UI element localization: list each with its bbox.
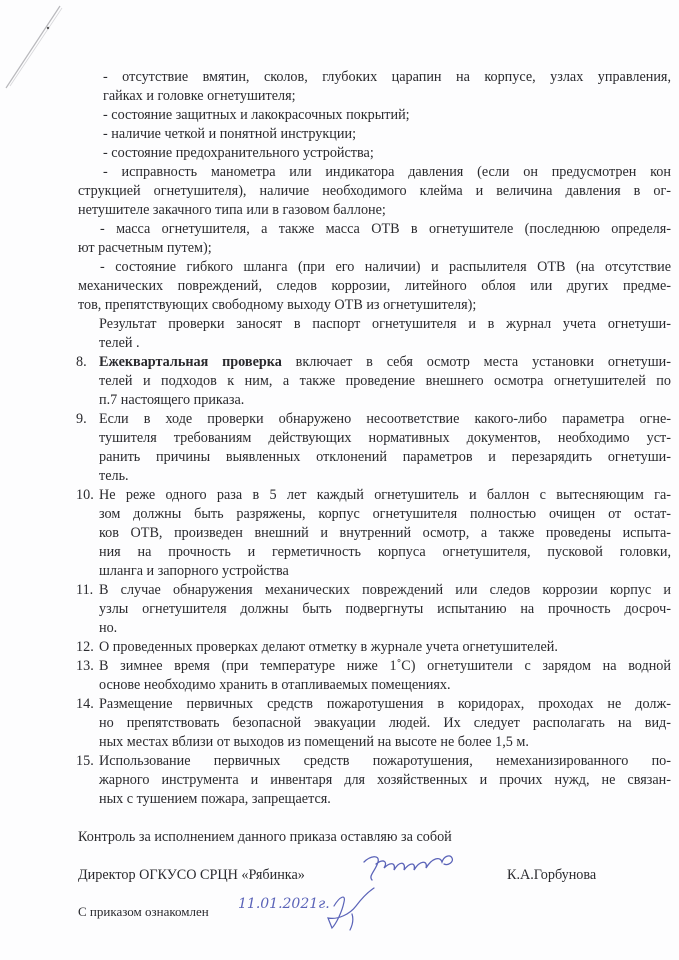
item-10-line-1: Не реже одного раза в 5 лет каждый огнетушитель и баллон с вытесняющим га-: [99, 487, 671, 503]
item-10-line-5: шланга и запорного устройства: [99, 563, 289, 579]
item-10-number: 10.: [76, 487, 94, 503]
bullet-mass-line-1: - масса огнетушителя, а также масса ОТВ в огнетушителе (последнюю определя-: [100, 221, 671, 237]
item-11-line-1: В случае обнаружения механических повреждений или следов коррозии корпус и: [99, 582, 671, 598]
bullet-coatings: - состояние защитных и лакокрасочных покрытий;: [103, 107, 410, 123]
item-14-line-2: но препятствовать безопасной эвакуации людей. Их следует располагать на вид-: [99, 715, 671, 731]
item-8-line-1-text: включает в себя осмотр места установки огнетуши-: [281, 354, 671, 370]
item-11-line-3: но.: [99, 620, 118, 636]
item-8-line-3: п.7 настоящего приказа.: [99, 392, 245, 408]
bullet-dents-line-1: - отсутствие вмятин, сколов, глубоких царапин на корпусе, узлах управления,: [103, 69, 671, 85]
item-9-line-3: ранить причины выявленных отклонений параметров и перезарядить огнетуши-: [99, 449, 671, 465]
item-10-line-2: зом должны быть разряжены, корпус огнетушителя полностью очищен от остат-: [99, 506, 671, 522]
handwritten-date: 11.01.2021г.: [238, 896, 330, 912]
bullet-hose-line-2: механических повреждений, следов коррозии, литейного облоя или других предме-: [78, 278, 671, 294]
item-10-line-3: ков ОТВ, произведен внешний и внутренний осмотр, а также проведены испыта-: [99, 525, 671, 541]
result-note-line-1: Результат проверки заносят в паспорт огнетушителя и в журнал учета огнетуши-: [99, 316, 671, 332]
bullet-mass-line-2: ют расчетным путем);: [78, 240, 212, 256]
bullet-hose-line-3: тов, препятствующих свободному выходу ОТВ из огнетушителя);: [78, 297, 477, 313]
item-9-line-4: тель.: [99, 468, 129, 484]
director-signature: [358, 848, 468, 886]
item-15-number: 15.: [76, 753, 94, 769]
item-14-number: 14.: [76, 696, 94, 712]
bullet-manometer-line-2: струкцией огнетушителя), наличие необходимого клейма и величина давления в ог-: [78, 183, 671, 199]
bullet-safety-device: - состояние предохранительного устройства;: [103, 145, 374, 161]
item-12-number: 12.: [76, 639, 94, 655]
result-note-line-2: телей .: [99, 335, 140, 351]
bullet-manometer-line-3: нетушителе закачного типа или в газовом баллоне;: [78, 202, 386, 218]
bullet-instruction: - наличие четкой и понятной инструкции;: [103, 126, 357, 142]
item-15-line-1: Использование первичных средств пожаротушения, немеханизированного по-: [99, 753, 671, 769]
item-14-line-1: Размещение первичных средств пожаротушения в коридорах, проходах не долж-: [99, 696, 671, 712]
item-15-line-3: ных с тушением пожара, запрещается.: [99, 791, 331, 807]
item-8-line-2: телей и подходов к ним, а также проведение внешнего осмотра огнетушителей по: [99, 373, 671, 389]
acknowledgement-date-and-signature: [234, 884, 384, 932]
item-8-number: 8.: [76, 354, 87, 370]
item-13-line-2: основе необходимо хранить в отапливаемых помещениях.: [99, 677, 451, 693]
item-11-number: 11.: [76, 582, 94, 598]
scan-edge-mark: [0, 0, 70, 90]
control-statement: Контроль за исполнением данного приказа оставляю за собой: [78, 829, 452, 845]
bullet-dents-line-2: гайках и головке огнетушителя;: [103, 88, 296, 104]
acknowledgement-label: С приказом ознакомлен: [78, 904, 209, 919]
bullet-hose-line-1: - состояние гибкого шланга (при его наличии) и распылителя ОТВ (на отсутствие: [100, 259, 671, 275]
item-13-number: 13.: [76, 658, 94, 674]
item-9-line-2: тушителя требованиям действующих нормативных документов, необходимо уст-: [99, 430, 671, 446]
item-14-line-3: ных местах вблизи от выходов из помещений на высоте не более 1,5 м.: [99, 734, 529, 750]
item-11-line-2: узлы огнетушителя должны быть подвергнуты испытанию на прочность досроч-: [99, 601, 671, 617]
director-name: К.А.Горбунова: [507, 867, 597, 883]
item-8-bold-lead: Ежеквартальная проверка: [99, 354, 282, 370]
item-15-line-2: жарного инструмента и инвентаря для хозяйственных и прочих нужд, не связан-: [99, 772, 671, 788]
bullet-manometer-line-1: - исправность манометра или индикатора давления (если он предусмотрен кон: [103, 164, 671, 180]
item-9-number: 9.: [76, 411, 87, 427]
item-10-line-4: ния на прочность и герметичность корпуса огнетушителя, пусковой головки,: [99, 544, 671, 560]
director-title: Директор ОГКУСО СРЦН «Рябинка»: [78, 867, 305, 883]
item-8-line-1: [99, 353, 671, 371]
item-12-line-1: О проведенных проверках делают отметку в журнале учета огнетушителей.: [99, 639, 558, 655]
item-13-line-1: В зимнее время (при температуре ниже 1˚С) огнетушители с зарядом на водной: [99, 658, 671, 674]
item-9-line-1: Если в ходе проверки обнаружено несоответствие какого-либо параметра огне-: [99, 411, 671, 427]
